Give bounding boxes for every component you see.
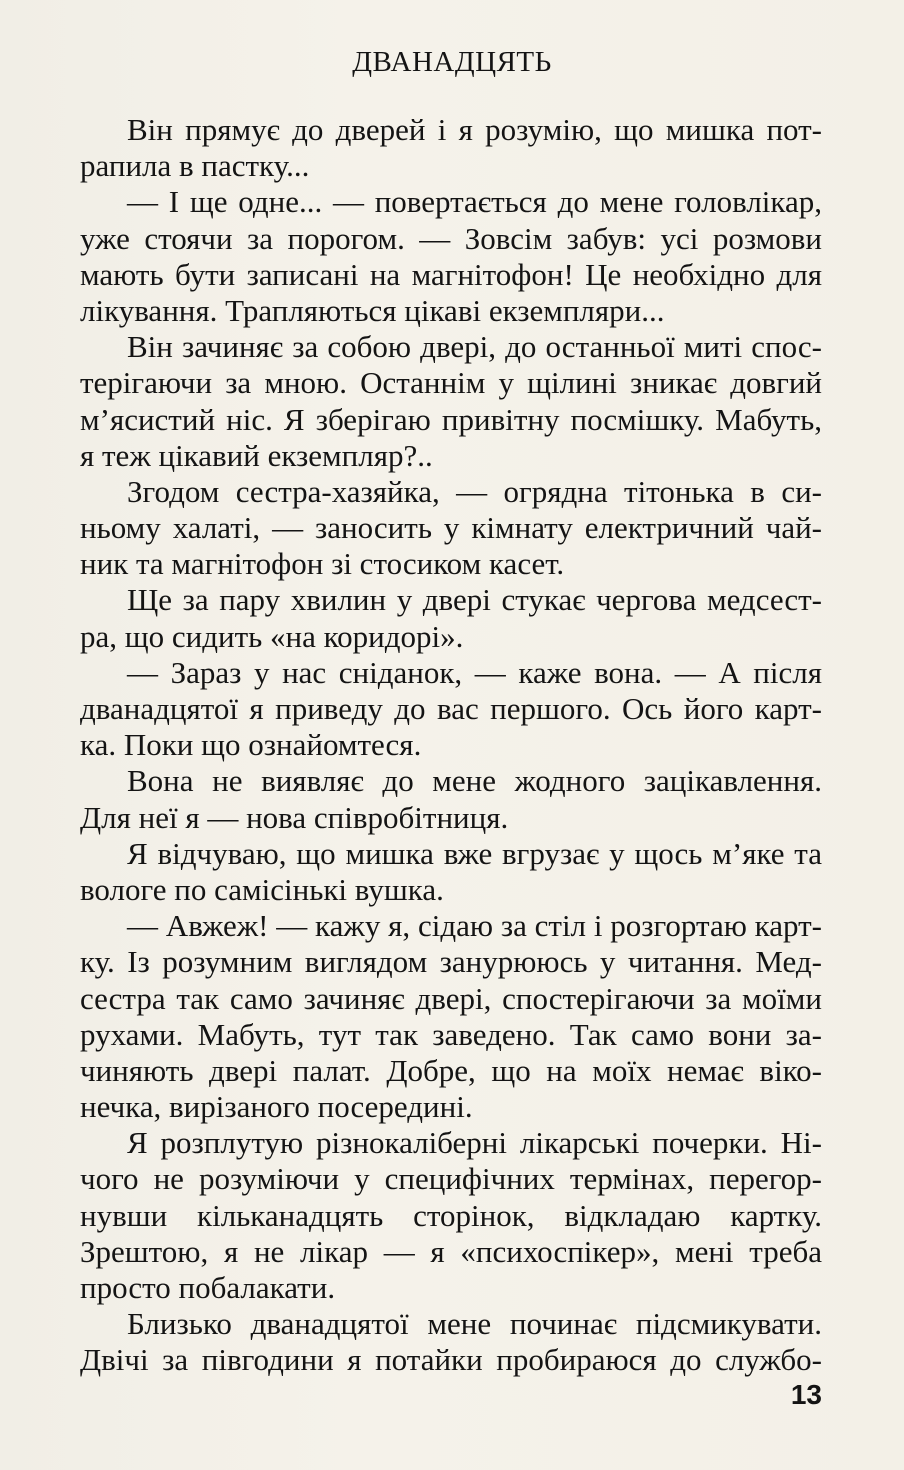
- text-line: Близько дванадцятої мене починає підсмикувати.: [127, 1306, 822, 1342]
- text-line: сестра так само зачиняє двері, спостерігаючи за моїми: [80, 980, 822, 1016]
- running-head: ДВАНАДЦЯТЬ: [352, 46, 552, 78]
- text-line: — Зараз у нас сніданок, — каже вона. — А після: [127, 654, 822, 690]
- text-line: лікування. Трапляються цікаві екземпляри...: [80, 292, 665, 328]
- text-line: нечка, вирізаного посередині.: [80, 1089, 473, 1125]
- text-line: ньому халаті, — заносить у кімнату електричний чай-: [80, 510, 822, 546]
- text-line: ка. Поки що ознайомтеся.: [80, 727, 422, 763]
- text-line: м’ясистий ніс. Я зберігаю привітну посмішку. Мабуть,: [80, 401, 822, 437]
- page-number: 13: [790, 1379, 822, 1410]
- text-line: Ще за пару хвилин у двері стукає чергова медсест-: [127, 582, 822, 618]
- text-line: — І ще одне... — повертається до мене головлікар,: [127, 184, 822, 220]
- text-line: уже стоячи за порогом. — Зовсім забув: усі розмови: [80, 220, 822, 256]
- text-line: вологе по самісінькі вушка.: [80, 871, 444, 907]
- text-line: Згодом сестра-хазяйка, — огрядна тітонька в си-: [127, 473, 822, 509]
- text-line: Двічі за півгодини я потайки пробираюся до службо-: [80, 1342, 822, 1378]
- text-line: терігаючи за мною. Останнім у щілині зникає довгий: [80, 365, 822, 401]
- text-line: Він прямує до дверей і я розумію, що мишка пот-: [127, 112, 822, 147]
- text-line: просто побалакати.: [80, 1270, 336, 1305]
- text-line: Він зачиняє за собою двері, до останньої миті спос-: [127, 329, 822, 365]
- text-line: чиняють двері палат. Добре, що на моїх немає віко-: [80, 1052, 822, 1088]
- text-line: Вона не виявляє до мене жодного зацікавлення.: [127, 763, 822, 799]
- page-text: [80, 112, 822, 1379]
- text-line: Для неї я — нова співробітниця.: [80, 799, 509, 835]
- text-line: Зрештою, я не лікар — я «психоспікер», мені треба: [80, 1233, 822, 1269]
- text-line: — Авжеж! — кажу я, сідаю за стіл і розгортаю карт-: [127, 908, 822, 944]
- text-line: дванадцятої я приведу до вас першого. Ось його карт-: [80, 691, 822, 726]
- text-line: мають бути записані на магнітофон! Це необхідно для: [80, 256, 822, 292]
- text-line: чого не розуміючи у специфічних термінах, перегор-: [80, 1161, 822, 1197]
- text-line: нувши кільканадцять сторінок, відкладаю картку.: [80, 1197, 822, 1233]
- text-line: рухами. Мабуть, тут так заведено. Так само вони за-: [80, 1016, 822, 1052]
- text-line: ра, що сидить «на коридорі».: [80, 618, 464, 654]
- text-line: ку. Із розумним виглядом занурююсь у читання. Мед-: [80, 944, 822, 980]
- text-line: я теж цікавий екземпляр?..: [80, 437, 433, 473]
- text-line: ник та магнітофон зі стосиком касет.: [80, 546, 565, 582]
- text-line: рапила в пастку...: [80, 148, 310, 184]
- text-line: Я розплутую різнокаліберні лікарські почерки. Ні-: [127, 1125, 822, 1161]
- text-line: Я відчуваю, що мишка вже вгрузає у щось м’яке та: [127, 835, 822, 871]
